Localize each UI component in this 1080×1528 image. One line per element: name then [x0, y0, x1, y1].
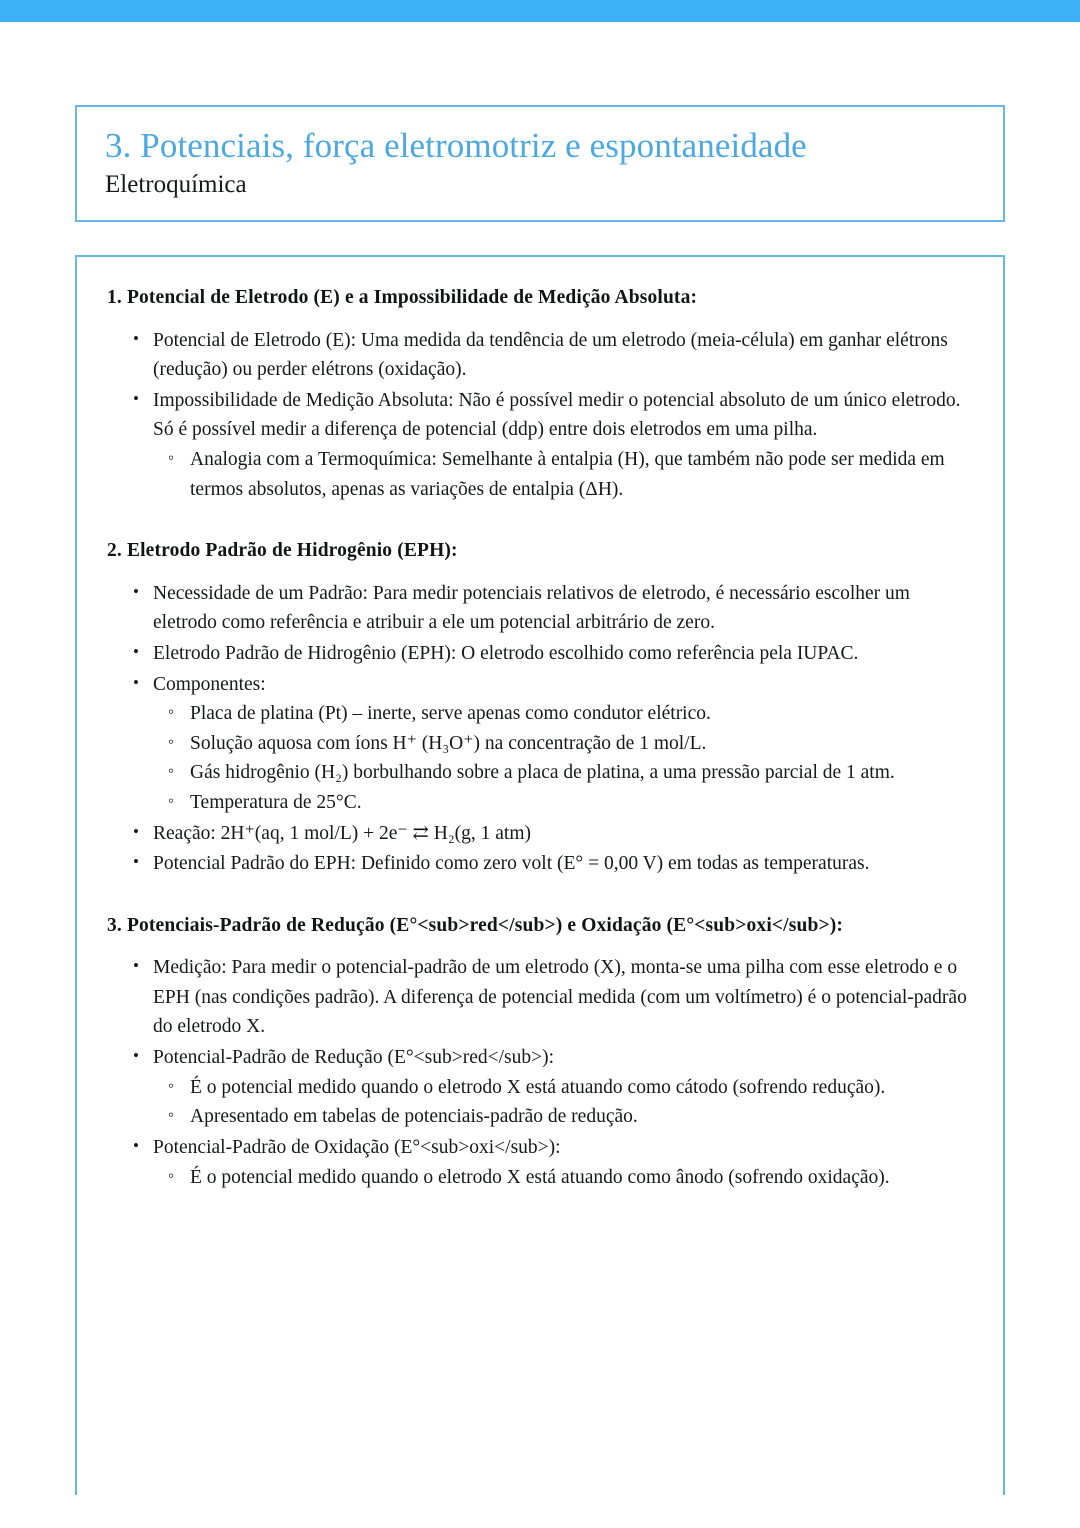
list-item-text: • Componentes:: [153, 670, 973, 700]
list-item: [107, 1043, 973, 1132]
sub-list-item: [153, 758, 973, 788]
document-header-card: [75, 105, 1005, 222]
list-item: [107, 849, 973, 879]
list-item: [107, 386, 973, 505]
list-item-text: • Reação: 2H⁺(aq, 1 mol/L) + 2e⁻ ⇄ H₂(g, 1 atm): [153, 819, 973, 849]
sub-list: [153, 699, 973, 818]
list-item-text: • Potencial de Eletrodo (E): Uma medida da tendência de um eletrodo (meia-célula) em ganhar elétrons (redução) ou perder elétrons (oxidação).: [153, 326, 973, 385]
sub-list-item: [153, 445, 973, 504]
list-item: [107, 639, 973, 669]
list-item-text: • Impossibilidade de Medição Absoluta: Não é possível medir o potencial absoluto de um único eletrodo. Só é possível medir a diferença de potencial (ddp) entre dois eletrodos em uma pilha.: [153, 386, 973, 445]
document-body-card: [75, 255, 1005, 1495]
sub-list-item: [153, 788, 973, 818]
list-item: [107, 670, 973, 818]
sub-list-item-text: ◦ É o potencial medido quando o eletrodo X está atuando como cátodo (sofrendo redução).: [190, 1073, 973, 1103]
sub-list-item-text: ◦ Placa de platina (Pt) – inerte, serve apenas como condutor elétrico.: [190, 699, 973, 729]
sub-list-item: [153, 1102, 973, 1132]
section-heading-2: 2. Eletrodo Padrão de Hidrogênio (EPH):: [107, 540, 458, 562]
list-item-text: • Medição: Para medir o potencial-padrão de um eletrodo (X), monta-se uma pilha com esse eletrodo e o EPH (nas condições padrão). A diferença de potencial medida (com um voltímetro) é o potencial-padrão do eletrodo X.: [153, 953, 973, 1042]
list-item-text: • Potencial-Padrão de Redução (E°<sub>red</sub>):: [153, 1043, 973, 1073]
sub-list-item: [153, 1163, 973, 1193]
section-3-list: [107, 953, 973, 1192]
document-page: [0, 105, 1080, 1495]
sub-list-item: [153, 1073, 973, 1103]
sub-list-item: [153, 699, 973, 729]
list-item-text: • Potencial Padrão do EPH: Definido como zero volt (E° = 0,00 V) em todas as temperaturas.: [153, 849, 973, 879]
sub-list-item-text: ◦ Gás hidrogênio (H₂) borbulhando sobre a placa de platina, a uma pressão parcial de 1 atm.: [190, 758, 973, 788]
page-title: 3. Potenciais, força eletromotriz e espontaneidade: [105, 126, 807, 165]
section-1-list: [107, 326, 973, 505]
top-accent-bar: [0, 0, 1080, 22]
sub-list: [153, 1163, 973, 1193]
section-heading-1: 1. Potencial de Eletrodo (E) e a Impossibilidade de Medição Absoluta:: [107, 287, 698, 309]
section-heading-3: 3. Potenciais-Padrão de Redução (E°<sub>red</sub>) e Oxidação (E°<sub>oxi</sub>):: [107, 914, 844, 936]
list-item: [107, 326, 973, 385]
sub-list-item-text: ◦ Analogia com a Termoquímica: Semelhante à entalpia (H), que também não pode ser medida em termos absolutos, apenas as variações de entalpia (ΔH).: [190, 445, 973, 504]
list-item-text: • Necessidade de um Padrão: Para medir potenciais relativos de eletrodo, é necessário escolher um eletrodo como referência e atribuir a ele um potencial arbitrário de zero.: [153, 579, 973, 638]
list-item-text: • Potencial-Padrão de Oxidação (E°<sub>oxi</sub>):: [153, 1133, 973, 1163]
list-item: [107, 579, 973, 638]
sub-list-item-text: ◦ Apresentado em tabelas de potenciais-padrão de redução.: [190, 1102, 973, 1132]
sub-list: [153, 1073, 973, 1132]
section-2-list: [107, 579, 973, 879]
page-subtitle: Eletroquímica: [105, 171, 247, 199]
sub-list: [153, 445, 973, 504]
sub-list-item-text: ◦ Temperatura de 25°C.: [190, 788, 973, 818]
list-item-text: • Eletrodo Padrão de Hidrogênio (EPH): O eletrodo escolhido como referência pela IUPAC.: [153, 639, 973, 669]
sub-list-item: [153, 729, 973, 759]
sub-list-item-text: ◦ Solução aquosa com íons H⁺ (H₃O⁺) na concentração de 1 mol/L.: [190, 729, 973, 759]
sub-list-item-text: ◦ É o potencial medido quando o eletrodo X está atuando como ânodo (sofrendo oxidação).: [190, 1163, 973, 1193]
list-item: [107, 953, 973, 1042]
list-item: [107, 819, 973, 849]
list-item: [107, 1133, 973, 1192]
